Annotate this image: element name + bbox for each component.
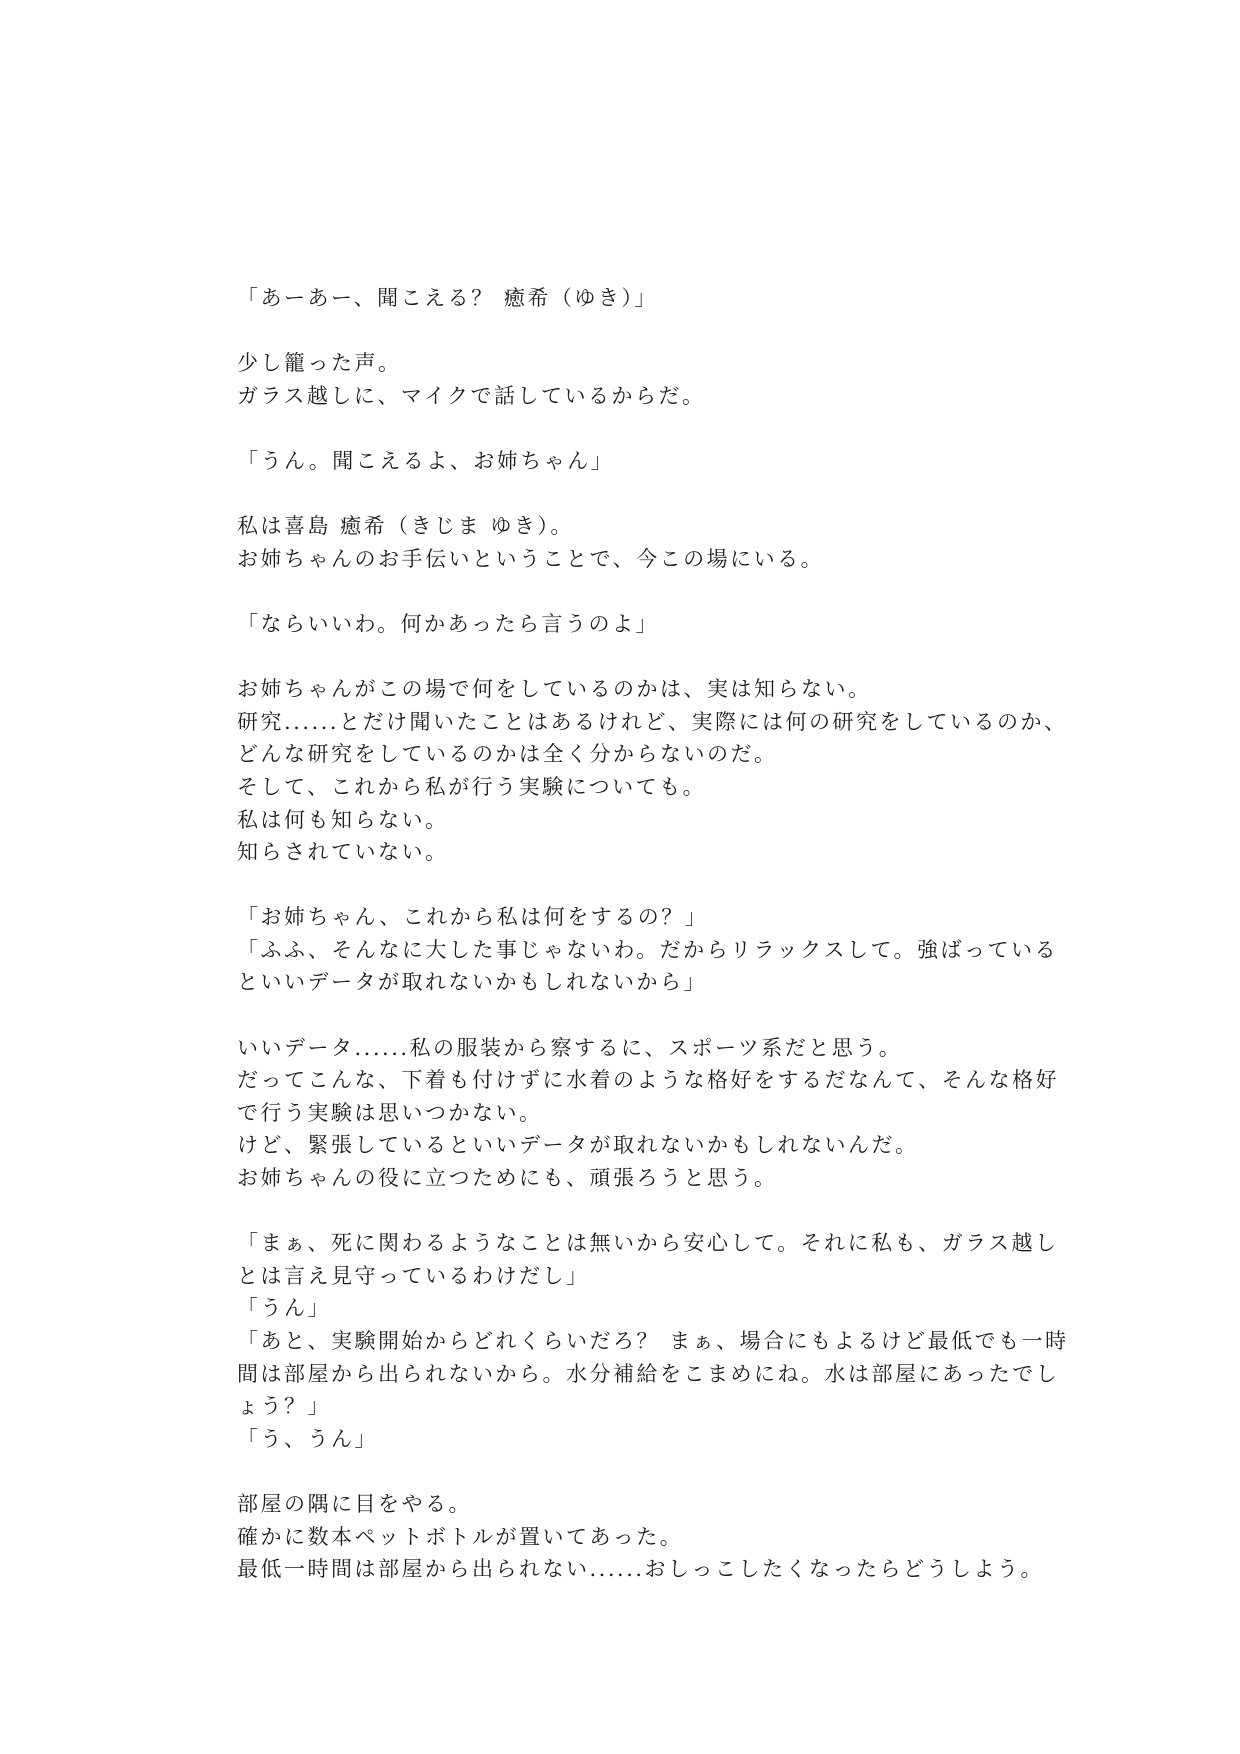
text-line: 私は何も知らない。 [237, 807, 449, 832]
text-line: ょう？」 [237, 1394, 331, 1419]
text-line: いいデータ......私の服装から察するに、スポーツ系だと思う。 [237, 1035, 903, 1060]
text-line: 「まぁ、死に関わるようなことは無いから安心して。それに私も、ガラス越し [237, 1231, 1059, 1256]
text-line: 「お姉ちゃん、これから私は何をするの？」 [237, 905, 709, 930]
document-body [237, 282, 1069, 1586]
text-line: 「ならいいわ。何かあったら言うのよ」 [237, 611, 659, 636]
blank-line [237, 1455, 1027, 1488]
blank-line [237, 575, 1027, 608]
text-line: そして、これから私が行う実験についても。 [237, 774, 707, 799]
text-line: けど、緊張しているといいデータが取れないかもしれないんだ。 [237, 1133, 919, 1158]
text-line: ガラス越しに、マイクで話しているからだ。 [237, 383, 706, 408]
blank-line [237, 999, 1027, 1032]
text-line: 「ふふ、そんなに大した事じゃないわ。だからリラックスして。強ばっている [237, 937, 1059, 962]
text-line: 研究......とだけ聞いたことはあるけれど、実際には何の研究をしているのか、 [237, 709, 1068, 734]
text-line: 間は部屋から出られないから。水分補給をこまめにね。水は部屋にあったでし [237, 1361, 1060, 1386]
text-line: とは言え見守っているわけだし」 [237, 1263, 590, 1288]
text-line: で行う実験は思いつかない。 [237, 1100, 543, 1125]
blank-line [237, 478, 1027, 511]
text-line: 知らされていない。 [237, 840, 449, 865]
text-line: 「あーあー、聞こえる？ 癒希（ゆき）」 [237, 286, 658, 310]
text-line: 「うん。聞こえるよ、お姉ちゃん」 [237, 448, 615, 473]
blank-line [237, 869, 1027, 902]
text-line: 少し籠った声。 [237, 351, 402, 376]
text-line: お姉ちゃんがこの場で何をしているのかは、実は知らない。 [237, 677, 872, 702]
blank-line [237, 412, 1027, 445]
text-line: お姉ちゃんのお手伝いということで、今この場にいる。 [237, 546, 825, 571]
text-line: 「うん」 [237, 1296, 331, 1321]
text-line: 「あと、実験開始からどれくらいだろ？ まぁ、場合にもよるけど最低でも一時 [237, 1329, 1069, 1353]
text-line: 「う、うん」 [237, 1426, 378, 1451]
text-line: だってこんな、下着も付けずに水着のような格好をするだなんて、そんな格好 [237, 1068, 1060, 1093]
text-line: どんな研究をしているのかは全く分からないのだ。 [237, 742, 778, 767]
text-line: 部屋の隅に目をやる。 [237, 1491, 472, 1516]
text-line: 最低一時間は部屋から出られない......おしっこしたくなったらどうしよう。 [237, 1557, 1045, 1582]
text-line: 私は喜島 癒希（きじま ゆき）。 [237, 514, 574, 539]
blank-line [237, 641, 1027, 674]
blank-line [237, 315, 1027, 348]
blank-line [237, 1195, 1027, 1228]
text-line: といいデータが取れないかもしれないから」 [237, 970, 707, 995]
text-line: 確かに数本ペットボトルが置いてあった。 [237, 1524, 684, 1549]
text-line: お姉ちゃんの役に立つためにも、頑張ろうと思う。 [237, 1166, 778, 1191]
